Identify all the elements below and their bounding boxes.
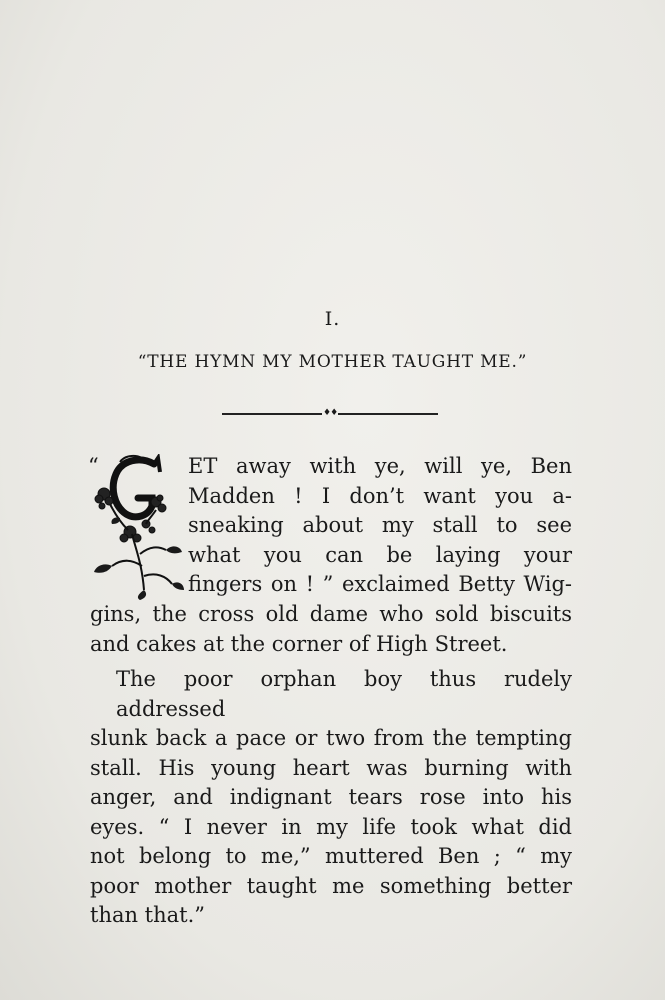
diamond-ornament-icon: ♦♦ — [323, 408, 338, 418]
floral-g-initial-icon — [90, 454, 184, 600]
text-line: The poor orphan boy thus rudely addressed — [116, 667, 572, 721]
paragraph-1 — [90, 452, 572, 659]
chapter-title: “THE HYMN MY MOTHER TAUGHT ME.” — [137, 352, 528, 372]
dropcap-drawing — [90, 454, 184, 600]
text-line: slunk back a pace or two from the tempting — [90, 726, 572, 750]
rule-line-right — [338, 413, 438, 415]
text-line: eyes. “ I never in my life took what did — [90, 814, 572, 839]
chapter-number: I. — [324, 308, 341, 330]
text-line: not belong to me,” muttered Ben ; “ my — [90, 844, 572, 868]
text-line: ET away with ye, will ye, Ben — [188, 454, 572, 478]
body-text — [90, 452, 572, 931]
text-line: anger, and indignant tears rose into his — [90, 785, 572, 809]
text-line: what you can be laying your — [188, 542, 572, 567]
text-line: stall. His young heart was burning with — [90, 755, 572, 780]
text-line: gins, the cross old dame who sold biscuits — [90, 602, 572, 626]
ornamental-rule — [222, 408, 438, 418]
opening-quote: “ — [88, 454, 99, 478]
rule-line-left — [222, 413, 322, 415]
text-line: Madden ! I don’t want you a- — [188, 483, 572, 508]
text-line: fingers on ! ” exclaimed Betty Wig- — [188, 572, 572, 596]
paragraph-2 — [90, 665, 572, 931]
text-line: poor mother taught me something better — [90, 873, 572, 898]
text-line: than that.” — [90, 903, 206, 927]
text-line: sneaking about my stall to see — [188, 513, 572, 537]
text-line: and cakes at the corner of High Street. — [90, 631, 508, 656]
